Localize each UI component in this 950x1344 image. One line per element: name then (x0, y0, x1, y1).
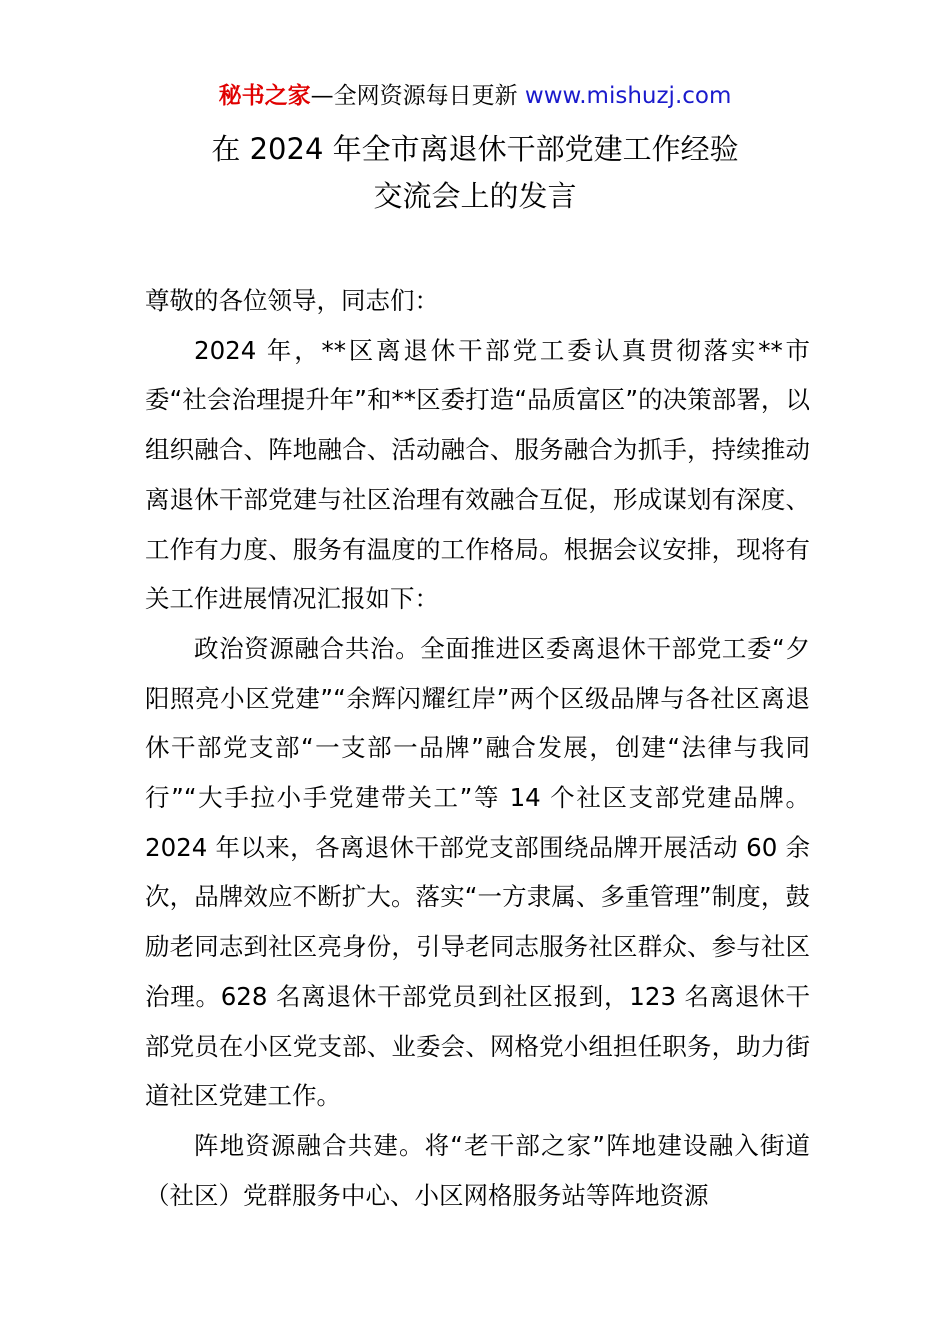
brand-name: 秘书之家 (218, 83, 311, 109)
title-line-1: 在 2024 年全市离退休干部党建工作经验 (211, 132, 739, 166)
site-header (0, 80, 950, 112)
site-url-link[interactable]: www.mishuzj.com (524, 83, 732, 109)
header-tagline: —全网资源每日更新 (310, 83, 525, 109)
document-title (0, 126, 950, 220)
paragraph-political-resources: 政治资源融合共治。全面推进区委离退休干部党工委“夕阳照亮小区党建”“余辉闪耀红岸”两个区级品牌与各社区离退休干部党支部“一支部一品牌”融合发展，创建“法律与我同行”“大手拉小手党建带关工”等 14 个社区支部党建品牌。2024 年以来，各离退休干部党支部围绕品牌开展活动 60 余次，品牌效应不断扩大。落实“一方隶属、多重管理”制度，鼓励老同志到社区亮身份，引导老同志服务社区群众、参与社区治理。628 名离退休干部党员到社区报到，123 名离退休干部党员在小区党支部、业委会、网格党小组担任职务，助力街道社区党建工作。 (145, 633, 810, 1111)
title-line-2: 交流会上的发言 (373, 179, 577, 213)
document-body (145, 276, 810, 1220)
paragraph-intro: 2024 年，**区离退休干部党工委认真贯彻落实**市委“社会治理提升年”和**区委打造“品质富区”的决策部署，以组织融合、阵地融合、活动融合、服务融合为抓手，持续推动离退休干部党建与社区治理有效融合互促，形成谋划有深度、工作有力度、服务有温度的工作格局。根据会议安排，现将有关工作进展情况汇报如下： (145, 335, 810, 614)
paragraph-venue-resources: 阵地资源融合共建。将“老干部之家”阵地建设融入街道（社区）党群服务中心、小区网格服务站等阵地资源 (145, 1130, 810, 1210)
salutation: 尊敬的各位领导，同志们： (145, 286, 439, 315)
